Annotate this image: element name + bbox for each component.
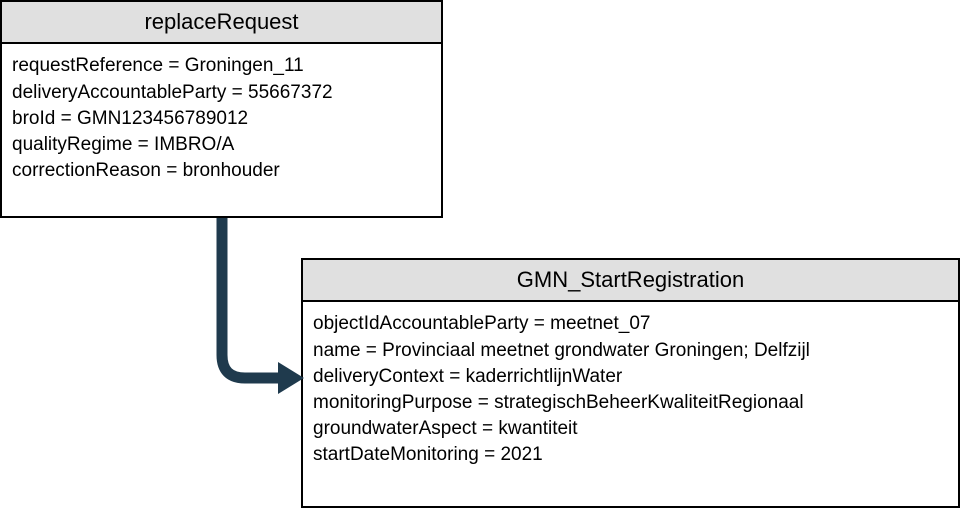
uml-attribute: broId = GMN123456789012 xyxy=(12,107,249,129)
replace-to-startregistration-arrow-line xyxy=(222,218,282,378)
uml-attribute: objectIdAccountableParty = meetnet_07 xyxy=(313,313,651,335)
uml-attribute: deliveryAccountableParty = 55667372 xyxy=(12,81,333,103)
uml-attribute: monitoringPurpose = strategischBeheerKwaliteitRegionaal xyxy=(313,391,804,413)
uml-attribute: deliveryContext = kaderrichtlijnWater xyxy=(313,365,623,387)
uml-box-title-replacerequest: replaceRequest xyxy=(2,2,441,44)
uml-box-attributes-gmn-startregistration xyxy=(303,302,958,478)
uml-box-replacerequest[interactable] xyxy=(0,0,443,218)
uml-attribute: correctionReason = bronhouder xyxy=(12,160,280,182)
uml-attribute: name = Provinciaal meetnet grondwater Groningen; Delfzijl xyxy=(313,339,810,361)
uml-attribute: startDateMonitoring = 2021 xyxy=(313,444,543,466)
uml-box-title-gmn-startregistration: GMN_StartRegistration xyxy=(303,260,958,302)
uml-attribute: requestReference = Groningen_11 xyxy=(12,55,304,77)
uml-attribute: qualityRegime = IMBRO/A xyxy=(12,133,235,155)
uml-attribute: groundwaterAspect = kwantiteit xyxy=(313,418,578,440)
uml-box-gmn-startregistration[interactable] xyxy=(301,258,960,508)
uml-box-attributes-replacerequest xyxy=(2,44,441,194)
